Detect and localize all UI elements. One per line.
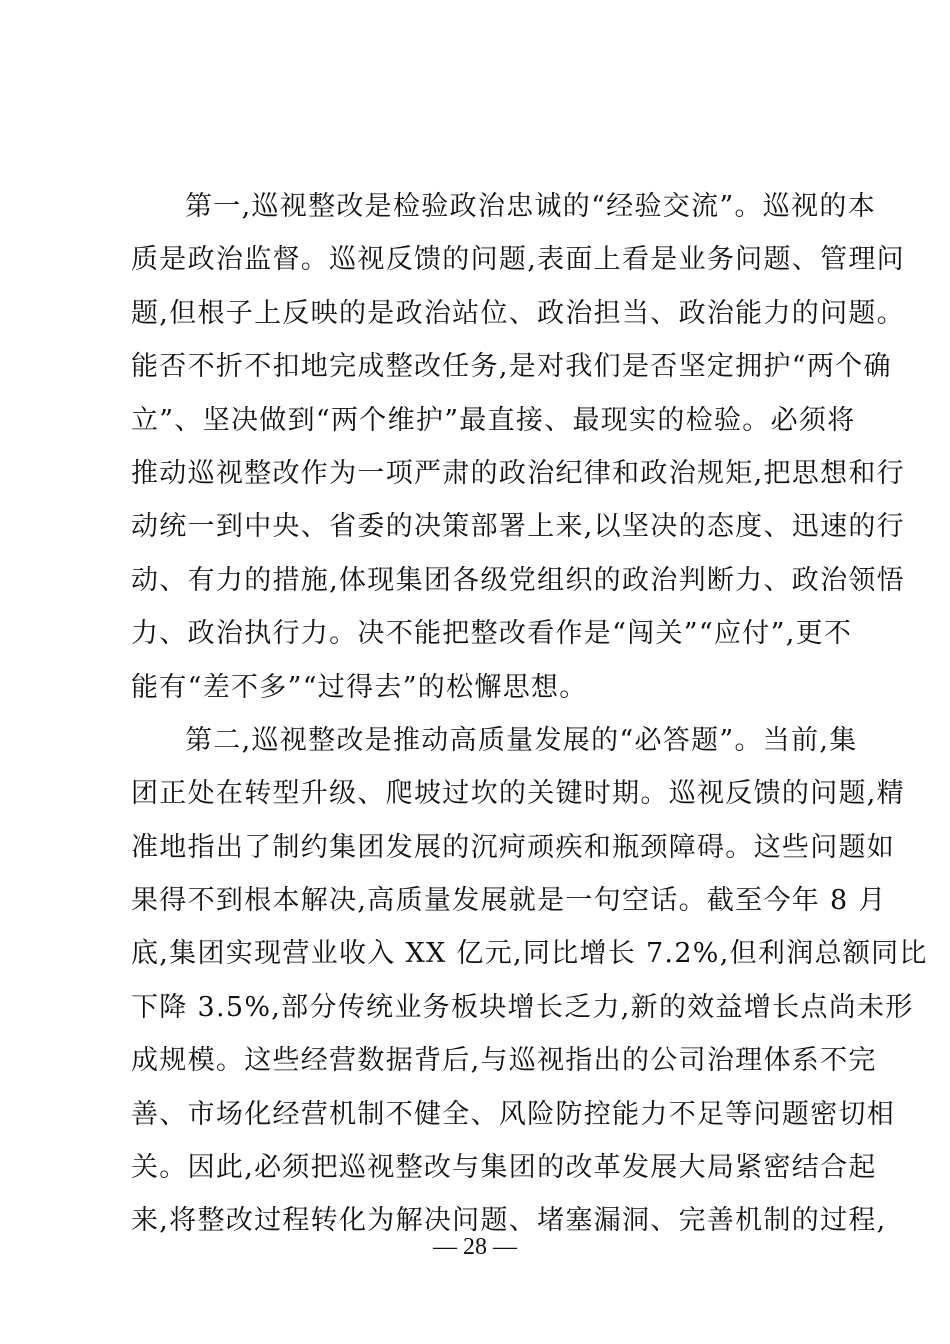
- paragraph-2-line: 第二,巡视整改是推动高质量发展的“必答题”。当前,集: [185, 724, 858, 756]
- paragraph-1-line: 题,但根子上反映的是政治站位、政治担当、政治能力的问题。: [131, 297, 905, 329]
- paragraph-2-line: 团正处在转型升级、爬坡过坎的关键时期。巡视反馈的问题,精: [131, 778, 905, 810]
- paragraph-2-line: 果得不到根本解决,高质量发展就是一句空话。截至今年 8 月: [131, 885, 887, 917]
- page-number: — 28 —: [433, 1234, 517, 1260]
- paragraph-2-line: 底,集团实现营业收入 XX 亿元,同比增长 7.2%,但利润总额同比: [131, 938, 928, 970]
- paragraph-1-line: 推动巡视整改作为一项严肃的政治纪律和政治规矩,把思想和行: [131, 457, 905, 489]
- paragraph-1-line: 能有“差不多”“过得去”的松懈思想。: [131, 671, 588, 703]
- body-text: [131, 180, 928, 1248]
- paragraph-2-line: 来,将整改过程转化为解决问题、堵塞漏洞、完善机制的过程,: [131, 1205, 887, 1237]
- paragraph-2-line: 成规模。这些经营数据背后,与巡视指出的公司治理体系不完: [131, 1045, 877, 1077]
- paragraph-1-line: 力、政治执行力。决不能把整改看作是“闯关”“应付”,更不: [131, 618, 853, 650]
- paragraph-2-line: 关。因此,必须把巡视整改与集团的改革发展大局紧密结合起: [131, 1152, 877, 1184]
- paragraph-1-line: 质是政治监督。巡视反馈的问题,表面上看是业务问题、管理问: [131, 244, 905, 276]
- paragraph-2-line: 准地指出了制约集团发展的沉疴顽疾和瓶颈障碍。这些问题如: [131, 831, 896, 863]
- paragraph-1-line: 动、有力的措施,体现集团各级党组织的政治判断力、政治领悟: [131, 564, 905, 596]
- paragraph-2-line: 善、市场化经营机制不健全、风险防控能力不足等问题密切相: [131, 1098, 896, 1130]
- paragraph-1-line: 立”、坚决做到“两个维护”最直接、最现实的检验。必须将: [131, 404, 856, 436]
- paragraph-1-line: 能否不折不扣地完成整改任务,是对我们是否坚定拥护“两个确: [131, 351, 892, 383]
- paragraph-2-line: 下降 3.5%,部分传统业务板块增长乏力,新的效益增长点尚未形: [131, 991, 914, 1023]
- paragraph-1-line: 第一,巡视整改是检验政治忠诚的“经验交流”。巡视的本: [185, 191, 876, 222]
- paragraph-1-line: 动统一到中央、省委的决策部署上来,以坚决的态度、迅速的行: [131, 511, 905, 543]
